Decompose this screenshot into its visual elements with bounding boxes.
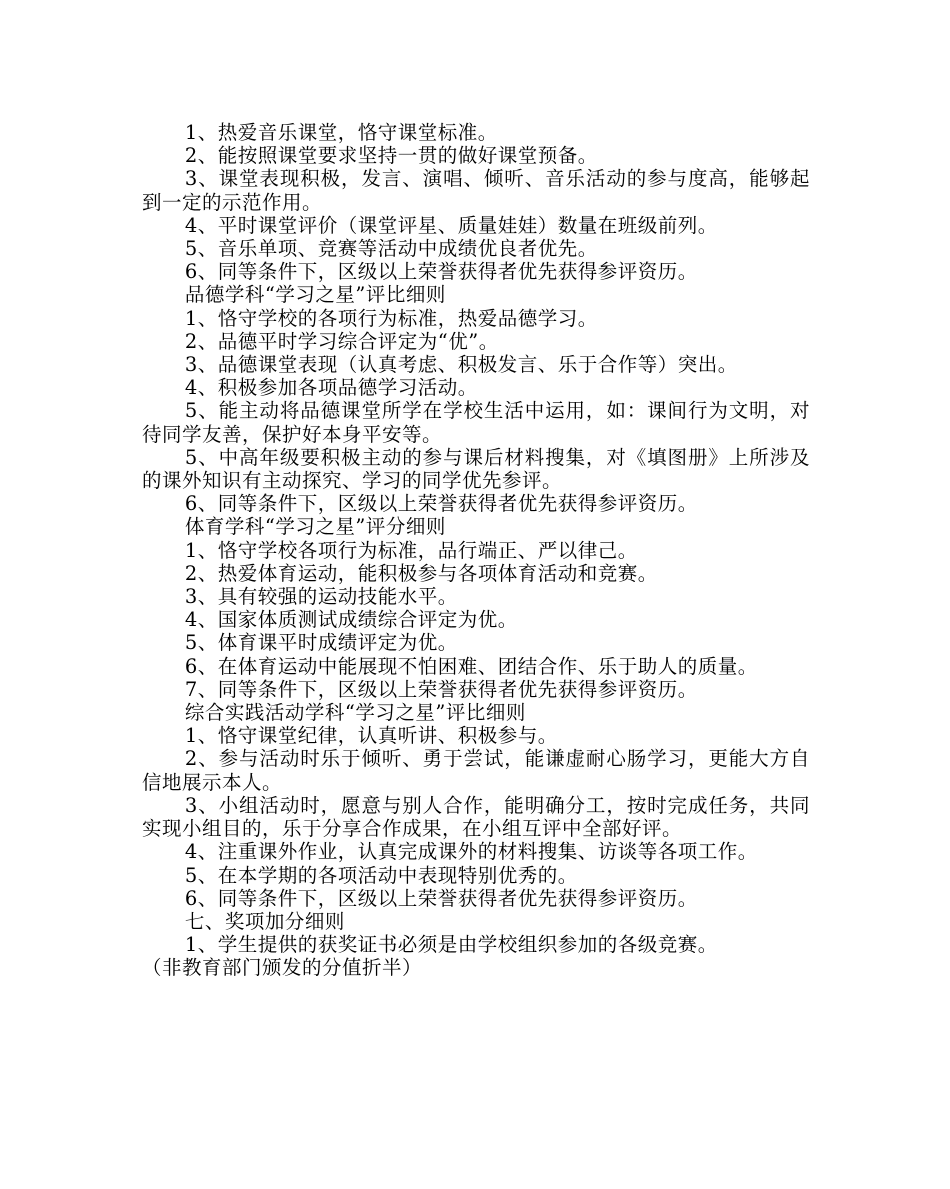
- paragraph: 6、同等条件下，区级以上荣誉获得者优先获得参评资历。: [184, 260, 698, 284]
- section-heading: 综合实践活动学科“学习之星”评比细则: [184, 701, 526, 725]
- section-heading: 七、奖项加分细则: [184, 909, 345, 933]
- document-page: [142, 121, 810, 980]
- paragraph: 1、恪守课堂纪律，认真听讲、积极参与。: [184, 724, 558, 748]
- paragraph: 2、能按照课堂要求坚持一贯的做好课堂预备。: [184, 144, 598, 168]
- paragraph: 5、中高年级要积极主动的参与课后材料搜集，对《填图册》上所涉及的课外知识有主动探究、学习的同学优先参评。: [142, 445, 810, 493]
- paragraph: 1、学生提供的获奖证书必须是由学校组织参加的各级竞赛。: [184, 933, 718, 957]
- paragraph: 1、恪守学校的各项行为标准，热爱品德学习。: [184, 306, 598, 330]
- paragraph: 4、注重课外作业，认真完成课外的材料搜集、访谈等各项工作。: [184, 840, 758, 864]
- paragraph: 4、国家体质测试成绩综合评定为优。: [184, 608, 518, 632]
- paragraph: 6、同等条件下，区级以上荣誉获得者优先获得参评资历。: [184, 886, 698, 910]
- paragraph: 5、体育课平时成绩评定为优。: [184, 631, 458, 655]
- paragraph: 5、音乐单项、竞赛等活动中成绩优良者优先。: [184, 237, 598, 261]
- paragraph: 6、在体育运动中能展现不怕困难、团结合作、乐于助人的质量。: [184, 654, 758, 678]
- paragraph: 4、平时课堂评价（课堂评星、质量娃娃）数量在班级前列。: [184, 213, 718, 237]
- paragraph: 6、同等条件下，区级以上荣誉获得者优先获得参评资历。: [184, 492, 698, 516]
- section-heading: 体育学科“学习之星”评分细则: [184, 515, 446, 539]
- paragraph: 1、热爱音乐课堂，恪守课堂标准。: [184, 121, 498, 144]
- paragraph: 3、课堂表现积极，发言、演唱、倾听、音乐活动的参与度高，能够起到一定的示范作用。: [142, 167, 810, 214]
- paragraph: 1、恪守学校各项行为标准，品行端正、严以律己。: [184, 538, 638, 562]
- paragraph: 2、热爱体育运动，能积极参与各项体育活动和竞赛。: [184, 561, 658, 585]
- paragraph: 4、积极参加各项品德学习活动。: [184, 376, 478, 400]
- paragraph: 2、参与活动时乐于倾听、勇于尝试，能谦虚耐心肠学习，更能大方自信地展示本人。: [142, 747, 810, 794]
- paragraph: 3、小组活动时，愿意与别人合作，能明确分工，按时完成任务，共同实现小组目的，乐于分享合作成果，在小组互评中全部好评。: [142, 793, 810, 841]
- paragraph: 3、具有较强的运动技能水平。: [184, 585, 458, 609]
- paragraph: （非教育部门颁发的分值折半）: [142, 956, 423, 980]
- paragraph: 7、同等条件下，区级以上荣誉获得者优先获得参评资历。: [184, 677, 698, 701]
- section-heading: 品德学科“学习之星”评比细则: [184, 283, 446, 307]
- paragraph: 2、品德平时学习综合评定为“优”。: [184, 329, 499, 353]
- paragraph: 3、品德课堂表现（认真考虑、积极发言、乐于合作等）突出。: [184, 353, 738, 377]
- paragraph: 5、能主动将品德课堂所学在学校生活中运用，如：课间行为文明，对待同学友善，保护好本身平安等。: [142, 399, 810, 446]
- paragraph: 5、在本学期的各项活动中表现特别优秀的。: [184, 863, 578, 887]
